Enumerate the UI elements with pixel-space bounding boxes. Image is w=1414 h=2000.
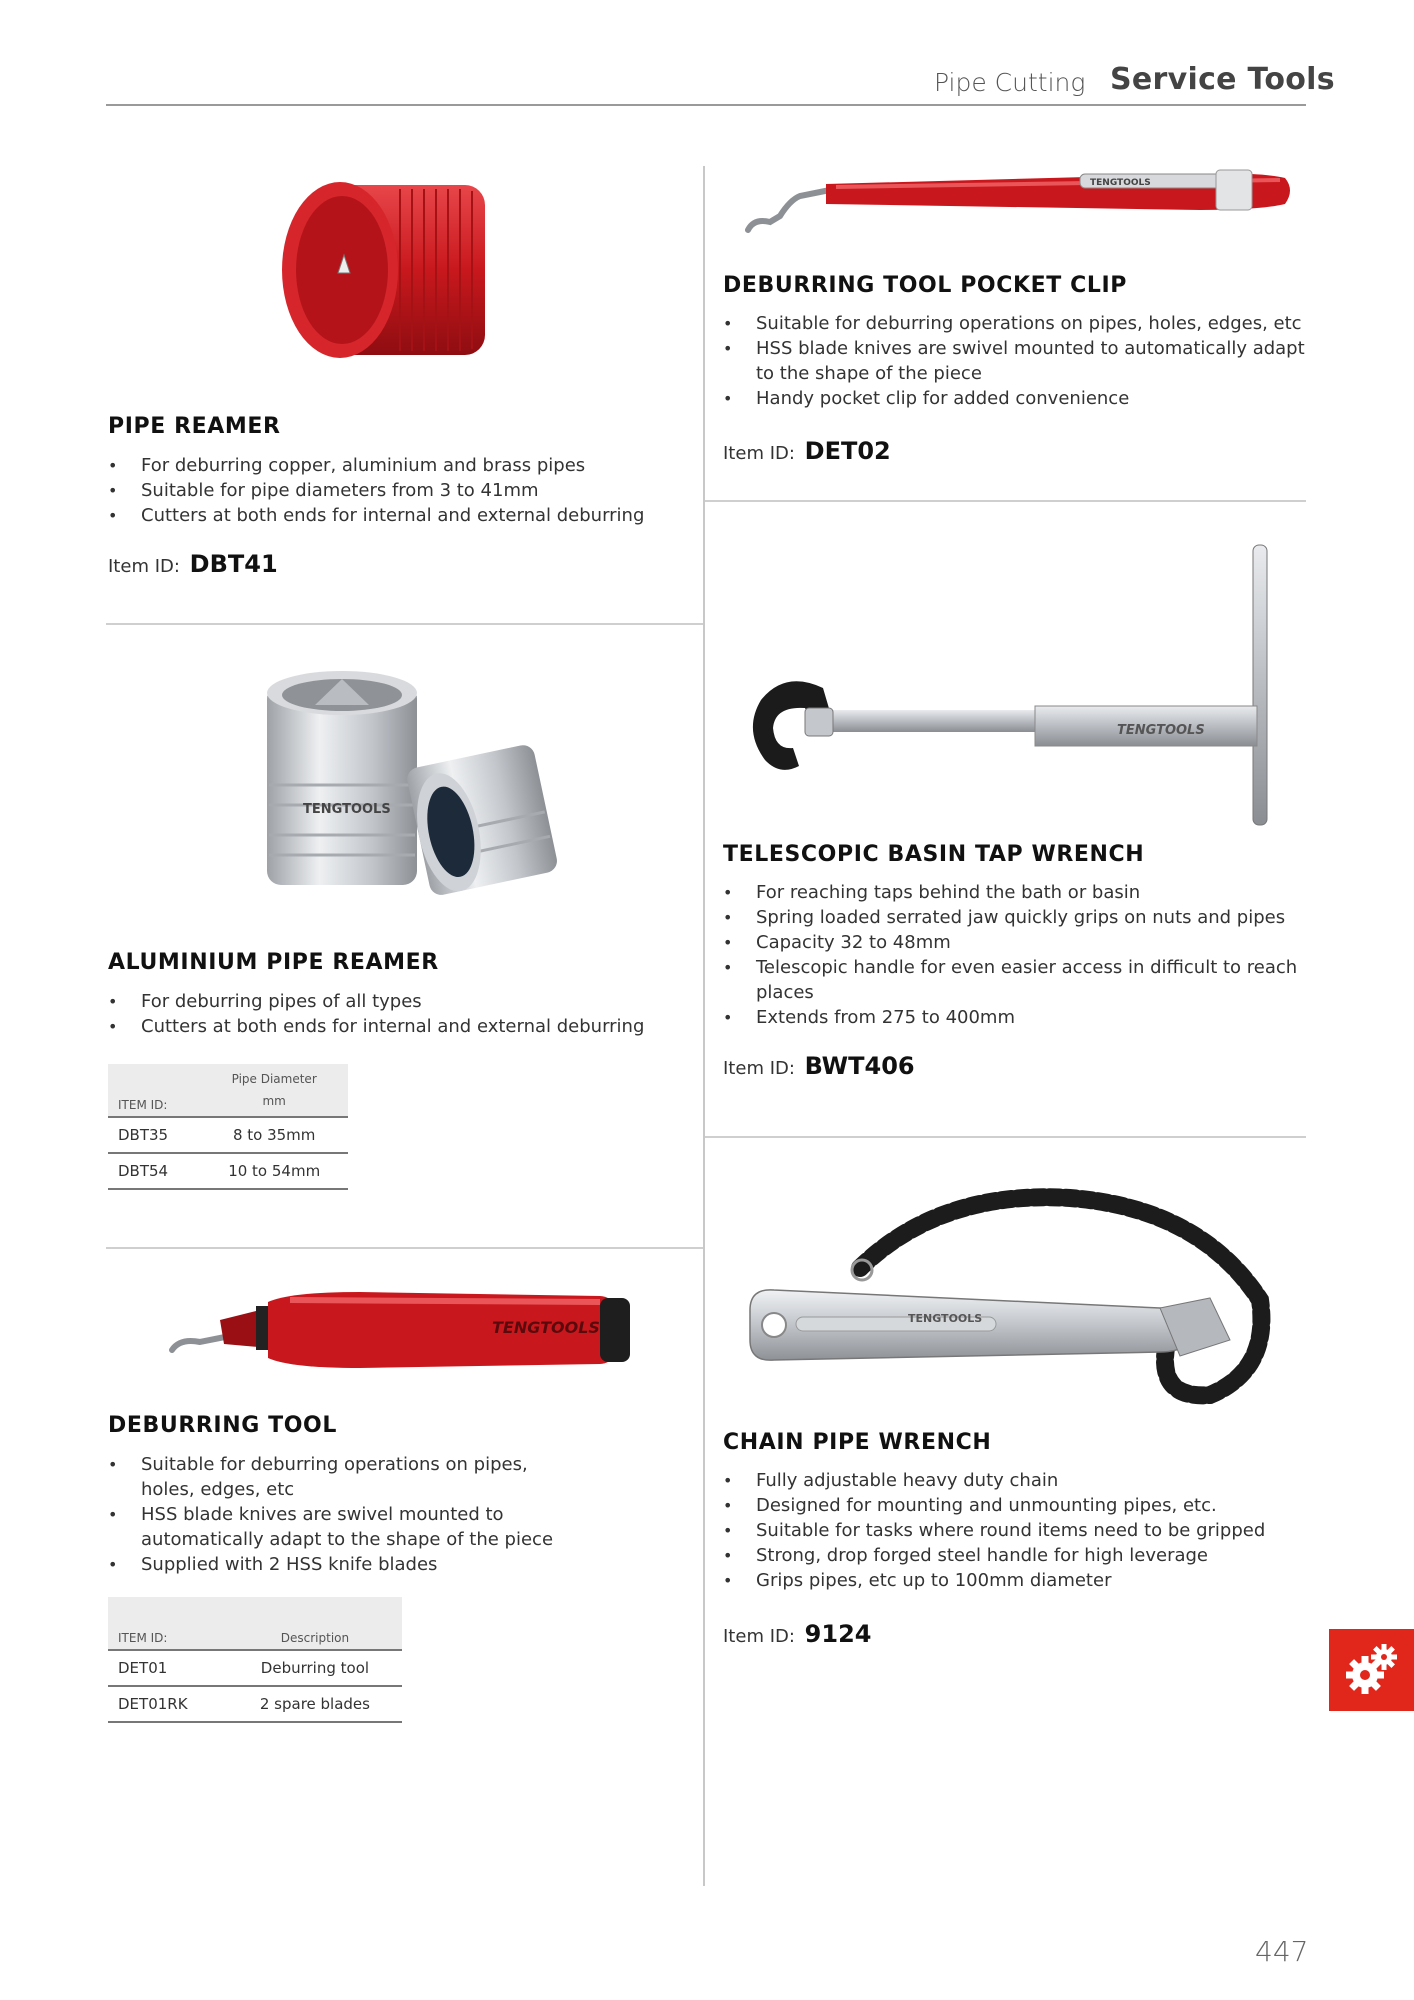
feature-item: • Suitable for deburring operations on pipes, holes, edges, etc (723, 311, 1313, 336)
feature-item: • Suitable for tasks where round items need to be gripped (723, 1518, 1313, 1543)
separator-right-2 (705, 1136, 1306, 1138)
cell-diameter: 8 to 35mm (200, 1117, 348, 1153)
pocket-clip-tool-image (740, 160, 1300, 250)
item-id-value: 9124 (804, 1620, 872, 1648)
feature-item: • Fully adjustable heavy duty chain (723, 1468, 1313, 1493)
page-number: 447 (1255, 1935, 1309, 1968)
cell-item-id: DBT35 (108, 1117, 200, 1153)
brand-logo: TENGTOOLS (492, 1318, 600, 1337)
column-header-description: Description (228, 1597, 402, 1650)
feature-item: • For reaching taps behind the bath or basin (723, 880, 1313, 905)
feature-item: • Cutters at both ends for internal and external deburring (108, 503, 688, 528)
column-header-item-id: ITEM ID: (108, 1064, 200, 1117)
feature-list (723, 880, 1313, 1030)
table-header-row (108, 1597, 402, 1650)
item-id-value: BWT406 (804, 1052, 915, 1080)
product-title: DEBURRING TOOL (108, 1413, 337, 1438)
section-subtitle: Pipe Cutting (934, 68, 1086, 97)
table-row (108, 1650, 402, 1686)
product-title: TELESCOPIC BASIN TAP WRENCH (723, 842, 1145, 867)
feature-item: • Cutters at both ends for internal and external deburring (108, 1014, 688, 1039)
item-id-value: DET02 (804, 437, 891, 465)
feature-item: • HSS blade knives are swivel mounted to automatically adapt to the shape of the piece (108, 1502, 688, 1552)
feature-item: • Suitable for pipe diameters from 3 to 41mm (108, 478, 688, 503)
cell-description: Deburring tool (228, 1650, 402, 1686)
item-id-label: Item ID: (723, 1058, 795, 1079)
section-tab[interactable] (1329, 1629, 1414, 1711)
separator-left-2 (106, 1247, 703, 1249)
product-title: DEBURRING TOOL POCKET CLIP (723, 273, 1127, 298)
feature-item: • Spring loaded serrated jaw quickly grips on nuts and pipes (723, 905, 1313, 930)
column-header-item-id: ITEM ID: (108, 1597, 228, 1650)
item-id (723, 1052, 915, 1080)
feature-list (723, 1468, 1313, 1593)
item-id (723, 1620, 871, 1648)
item-id-value: DBT41 (189, 550, 278, 578)
item-id-label: Item ID: (723, 1626, 795, 1647)
brand-logo: TENGTOOLS (1090, 178, 1151, 188)
cell-item-id: DET01 (108, 1650, 228, 1686)
item-id (108, 550, 278, 578)
feature-item: • HSS blade knives are swivel mounted to automatically adapt to the shape of the piece (723, 336, 1313, 386)
feature-item: • Handy pocket clip for added convenience (723, 386, 1313, 411)
table-row (108, 1686, 402, 1722)
product-title: PIPE REAMER (108, 414, 281, 439)
aluminium-reamer-image (255, 665, 575, 925)
feature-item: • Suitable for deburring operations on pipes, holes, edges, etc (108, 1452, 688, 1502)
feature-item: • Grips pipes, etc up to 100mm diameter (723, 1568, 1313, 1593)
chain-wrench-image (740, 1180, 1300, 1420)
header-rule (106, 104, 1306, 106)
cell-diameter: 10 to 54mm (200, 1153, 348, 1189)
feature-item: • Supplied with 2 HSS knife blades (108, 1552, 688, 1577)
pipe-reamer-image (280, 175, 530, 375)
feature-list (108, 989, 688, 1039)
column-header-pipe-diameter: Pipe Diameter mm (200, 1064, 348, 1117)
feature-item: • Telescopic handle for even easier access in difficult to reach places (723, 955, 1313, 1005)
spec-table (108, 1064, 348, 1190)
spec-table (108, 1597, 402, 1723)
tap-wrench-image (735, 540, 1295, 830)
feature-item: • Extends from 275 to 400mm (723, 1005, 1313, 1030)
gears-icon (1329, 1629, 1414, 1711)
cell-description: 2 spare blades (228, 1686, 402, 1722)
item-id-label: Item ID: (108, 556, 180, 577)
brand-logo: TENGTOOLS (303, 802, 391, 817)
product-title: CHAIN PIPE WRENCH (723, 1430, 992, 1455)
feature-list (723, 311, 1313, 411)
table-row (108, 1153, 348, 1189)
product-title: ALUMINIUM PIPE REAMER (108, 950, 439, 975)
brand-logo: TENGTOOLS (908, 1312, 983, 1325)
section-title: Service Tools (1110, 62, 1335, 97)
feature-list (108, 453, 688, 528)
cell-item-id: DET01RK (108, 1686, 228, 1722)
separator-left-1 (106, 623, 703, 625)
cell-item-id: DBT54 (108, 1153, 200, 1189)
table-row (108, 1117, 348, 1153)
column-divider (703, 166, 705, 1886)
feature-item: • For deburring copper, aluminium and brass pipes (108, 453, 688, 478)
item-id-label: Item ID: (723, 443, 795, 464)
table-header-row (108, 1064, 348, 1117)
feature-item: • Capacity 32 to 48mm (723, 930, 1313, 955)
feature-item: • Strong, drop forged steel handle for high leverage (723, 1543, 1313, 1568)
separator-right-1 (705, 500, 1306, 502)
feature-item: • Designed for mounting and unmounting pipes, etc. (723, 1493, 1313, 1518)
feature-list (108, 1452, 688, 1577)
feature-item: • For deburring pipes of all types (108, 989, 688, 1014)
deburring-tool-image (160, 1280, 640, 1380)
item-id (723, 437, 891, 465)
brand-logo: TENGTOOLS (1117, 723, 1205, 738)
